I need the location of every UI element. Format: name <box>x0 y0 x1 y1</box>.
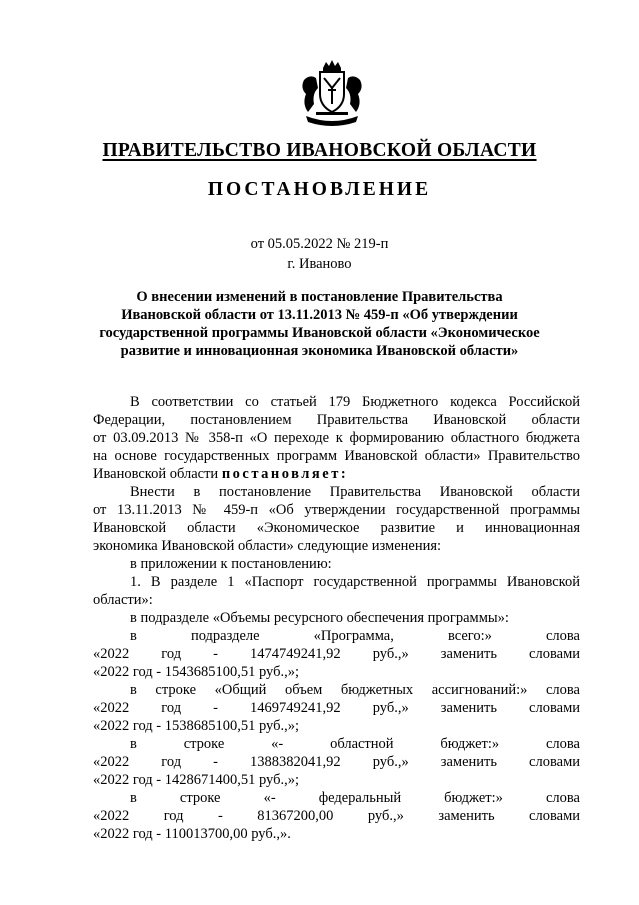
body-line: в строке «- федеральный бюджет:» слова <box>130 790 580 806</box>
body-line: «2022 год - 1543685100,51 руб.,»; <box>93 664 300 680</box>
body-line: «2022 год - 1388382041,92 руб.,» заменить словами <box>93 754 580 770</box>
body-line: в подразделе «Программа, всего:» слова <box>130 628 580 644</box>
body-line: 1. В разделе 1 «Паспорт государственной программы Ивановской <box>130 574 580 590</box>
resolves-keyword: постановляет: <box>221 466 349 482</box>
body-line: «2022 год - 1428671400,51 руб.,»; <box>93 772 300 788</box>
body-text: Ивановской области <box>93 466 219 482</box>
body-line: области»: <box>93 592 153 608</box>
body-line: «2022 год - 1474749241,92 руб.,» заменить словами <box>93 646 580 662</box>
body-line: в строке «- областной бюджет:» слова <box>130 736 580 752</box>
document-city: г. Иваново <box>287 256 352 272</box>
organization-heading: ПРАВИТЕЛЬСТВО ИВАНОВСКОЙ ОБЛАСТИ <box>102 140 537 161</box>
body-line: от 13.11.2013 № 459-п «Об утверждении государственной программы <box>93 502 580 518</box>
body-line: Федерации, постановлением Правительства Ивановской области <box>93 412 580 428</box>
body-line: в подразделе «Объемы ресурсного обеспечения программы»: <box>130 610 509 626</box>
body-line: Внести в постановление Правительства Ивановской области <box>130 484 580 500</box>
title-line: О внесении изменений в постановление Правительства <box>136 289 503 305</box>
body-line: «2022 год - 110013700,00 руб.,». <box>93 826 291 842</box>
body-line: Ивановской области «Экономическое развитие и инновационная <box>93 520 580 536</box>
body-line: В соответствии со статьей 179 Бюджетного кодекса Российской <box>130 394 580 410</box>
body-line <box>93 465 580 483</box>
body-line: «2022 год - 81367200,00 руб.,» заменить словами <box>93 808 580 824</box>
body-line: в строке «Общий объем бюджетных ассигнований:» слова <box>130 682 580 698</box>
body-line: «2022 год - 1469749241,92 руб.,» заменить словами <box>93 700 580 716</box>
document-date-number: от 05.05.2022 № 219-п <box>250 236 389 252</box>
body-line: в приложении к постановлению: <box>130 556 332 572</box>
coat-of-arms-emblem <box>296 58 368 130</box>
body-line: от 03.09.2013 № 358-п «О переходе к формированию областного бюджета <box>93 430 580 446</box>
title-line: государственной программы Ивановской области «Экономическое <box>99 325 540 341</box>
title-line: Ивановской области от 13.11.2013 № 459-п «Об утверждении <box>121 307 518 323</box>
document-type-heading: ПОСТАНОВЛЕНИЕ <box>207 179 432 200</box>
body-line: экономика Ивановской области» следующие изменения: <box>93 538 442 554</box>
body-line: «2022 год - 1538685100,51 руб.,»; <box>93 718 300 734</box>
title-line: развитие и инновационная экономика Ивановской области» <box>120 343 519 359</box>
body-line: на основе государственных программ Ивановской области» Правительство <box>93 448 580 464</box>
